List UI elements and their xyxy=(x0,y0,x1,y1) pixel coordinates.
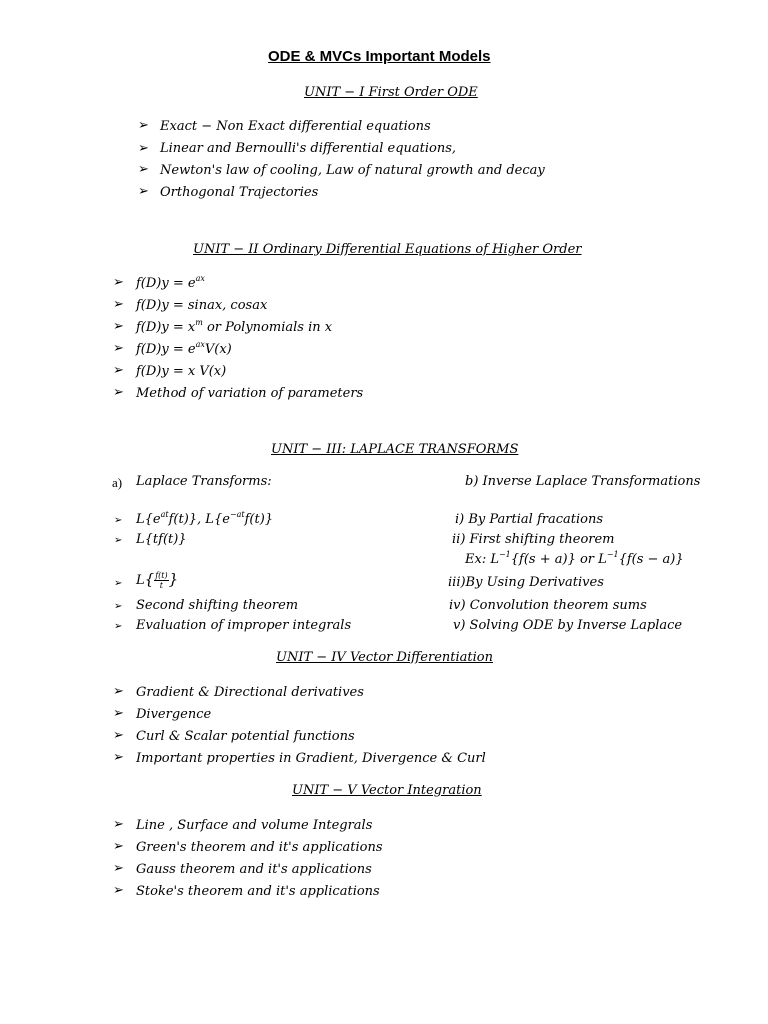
unit4-heading: UNIT − IV Vector Differentiation xyxy=(276,650,493,665)
unit2-item: Method of variation of parameters xyxy=(136,386,364,401)
bullet-arrow-icon: ➢ xyxy=(113,684,124,699)
bullet-arrow-icon: ➢ xyxy=(114,535,123,546)
laplace-item: Evaluation of improper integrals xyxy=(136,618,352,633)
unit4-item: Curl & Scalar potential functions xyxy=(136,729,355,744)
bullet-arrow-icon: ➢ xyxy=(138,118,149,133)
bullet-arrow-icon: ➢ xyxy=(113,817,124,832)
unit1-item: Linear and Bernoulli's differential equations, xyxy=(160,141,457,156)
inverse-item: iv) Convolution theorem sums xyxy=(449,598,647,613)
unit1-item: Orthogonal Trajectories xyxy=(160,185,319,200)
unit2-item: $f(D)y = e^{ax}$ xyxy=(136,274,205,291)
unit4-item: Important properties in Gradient, Divergence & Curl xyxy=(136,751,486,766)
laplace-item: L{ $\frac{f(t)}{t}$ } xyxy=(136,570,179,590)
bullet-arrow-icon: ➢ xyxy=(113,363,124,378)
unit1-heading: UNIT − I First Order ODE xyxy=(304,85,478,100)
unit5-heading: UNIT − V Vector Integration xyxy=(292,783,482,798)
bullet-arrow-icon: ➢ xyxy=(138,141,149,156)
bullet-arrow-icon: ➢ xyxy=(113,839,124,854)
bullet-arrow-icon: ➢ xyxy=(114,601,123,612)
unit5-item: Stoke's theorem and it's applications xyxy=(136,884,380,899)
unit4-item: Gradient & Directional derivatives xyxy=(136,685,364,700)
bullet-arrow-icon: ➢ xyxy=(114,515,123,526)
subsection-marker-a: a) xyxy=(112,475,123,490)
unit1-item: Exact − Non Exact differential equations xyxy=(160,119,431,134)
unit2-item: $f(D)y = x^m$ or Polynomials in x xyxy=(136,318,333,335)
unit2-item: $f(D)y = e^{ax}V(x)$ xyxy=(136,340,232,357)
unit5-item: Gauss theorem and it's applications xyxy=(136,862,372,877)
bullet-arrow-icon: ➢ xyxy=(113,728,124,743)
page-title: ODE & MVCs Important Models xyxy=(268,48,491,65)
inverse-item: iii)By Using Derivatives xyxy=(448,575,604,590)
bullet-arrow-icon: ➢ xyxy=(113,385,124,400)
unit2-heading: UNIT − II Ordinary Differential Equations of Higher Order xyxy=(193,242,582,257)
unit5-item: Green's theorem and it's applications xyxy=(136,840,383,855)
laplace-item: L{tf(t)} xyxy=(136,532,187,547)
bullet-arrow-icon: ➢ xyxy=(113,883,124,898)
bullet-arrow-icon: ➢ xyxy=(138,184,149,199)
laplace-item: $L\{e^{at}f(t)\}$, $L\{e^{-at}f(t)\}$ xyxy=(136,510,274,527)
bullet-arrow-icon: ➢ xyxy=(113,297,124,312)
inverse-item: ii) First shifting theorem xyxy=(452,532,615,547)
unit3-heading: UNIT − III: LAPLACE TRANSFORMS xyxy=(271,442,519,457)
bullet-arrow-icon: ➢ xyxy=(113,275,124,290)
unit2-item: f(D)y = x V(x) xyxy=(136,364,227,379)
unit2-item: f(D)y = sinax, cosax xyxy=(136,298,268,313)
inverse-item: i) By Partial fracations xyxy=(455,512,604,527)
laplace-item: Second shifting theorem xyxy=(136,598,299,613)
bullet-arrow-icon: ➢ xyxy=(113,319,124,334)
unit4-item: Divergence xyxy=(136,707,212,722)
inverse-example: Ex: $L^{-1}\{f(s + a)\}$ or $L^{-1}\{f(s - a)\}$ xyxy=(465,550,684,567)
bullet-arrow-icon: ➢ xyxy=(114,621,123,632)
bullet-arrow-icon: ➢ xyxy=(113,861,124,876)
laplace-transforms-label: Laplace Transforms: xyxy=(136,474,272,489)
inverse-laplace-label: b) Inverse Laplace Transformations xyxy=(465,474,701,489)
bullet-arrow-icon: ➢ xyxy=(114,578,123,589)
unit5-item: Line , Surface and volume Integrals xyxy=(136,818,373,833)
unit1-item: Newton's law of cooling, Law of natural growth and decay xyxy=(160,163,545,178)
bullet-arrow-icon: ➢ xyxy=(113,706,124,721)
bullet-arrow-icon: ➢ xyxy=(113,750,124,765)
inverse-item: v) Solving ODE by Inverse Laplace xyxy=(453,618,683,633)
bullet-arrow-icon: ➢ xyxy=(113,341,124,356)
bullet-arrow-icon: ➢ xyxy=(138,162,149,177)
